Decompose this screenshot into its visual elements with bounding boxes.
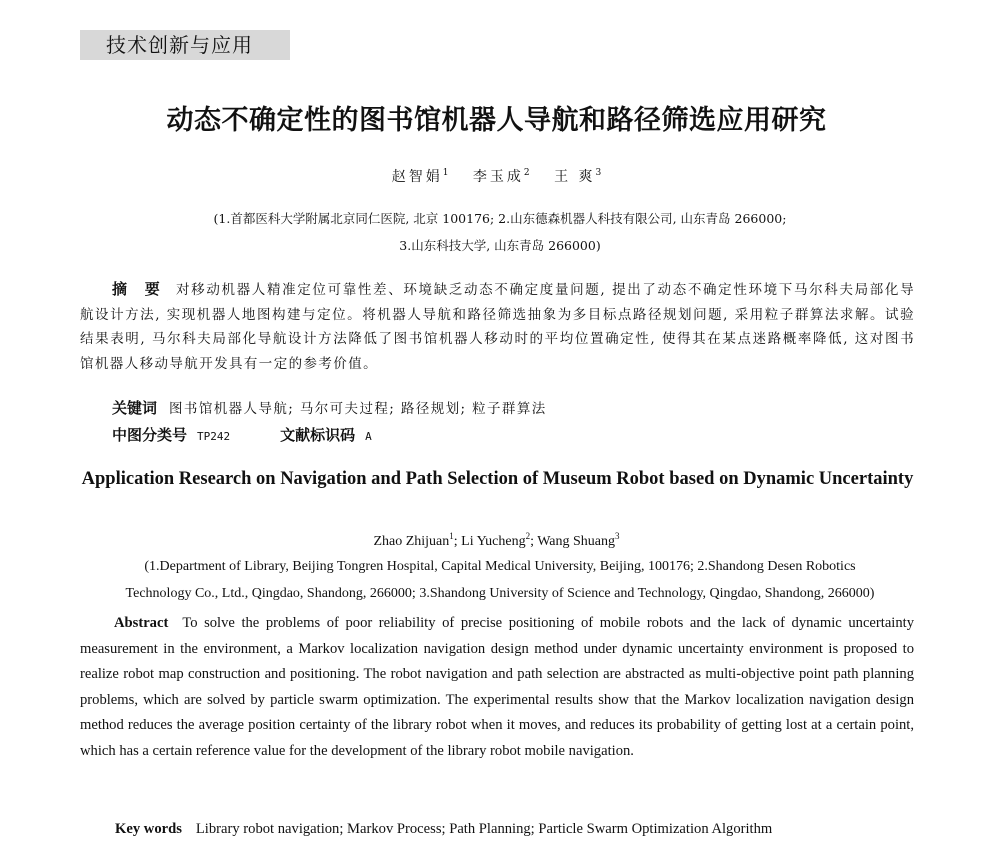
english-author: Zhao Zhijuan$^1$; (373, 531, 462, 549)
chinese-keywords-label: 关键词 (112, 399, 158, 417)
chinese-author: 王 爽$^3$ (554, 168, 602, 185)
english-keywords (115, 818, 772, 840)
english-affiliation-line: Technology Co., Ltd., Qingdao, Shandong, 266000; 3.Shandong University of Science and Technology, Qingdao, Shandong, 266000) (125, 586, 875, 601)
doc-code-label: 文献标识码 (280, 426, 356, 444)
chinese-author: 李玉成$^2$ (472, 168, 530, 185)
english-keywords-text: Library robot navigation; Markov Process; Path Planning; Particle Swarm Optimization Algorithm (195, 821, 773, 837)
chinese-affiliation-line: 3.山东科技大学, 山东青岛 266000) (399, 238, 601, 253)
chinese-affiliations (100, 205, 900, 259)
chinese-authors (0, 163, 993, 187)
english-abstract-label: Abstract (114, 615, 169, 631)
english-author: Li Yucheng$^2$; (461, 531, 538, 549)
chinese-affiliation-line: (1.首都医科大学附属北京同仁医院, 北京 100176; 2.山东德森机器人科技有限公司, 山东青岛 266000; (213, 211, 787, 226)
english-title: Application Research on Navigation and Path Selection of Museum Robot based on Dynamic Uncertainty (81, 469, 914, 489)
english-affiliations (85, 553, 915, 607)
doc-code-value: A (365, 430, 372, 443)
english-author: Wang Shuang$^3$ (537, 531, 620, 549)
classification-label: 中图分类号 (112, 426, 188, 444)
english-affiliation-line: (1.Department of Library, Beijing Tongren Hospital, Capital Medical University, Beijing, 100176; 2.Shandong Desen Robotics (144, 559, 856, 574)
english-authors (0, 526, 993, 552)
english-abstract-text: To solve the problems of poor reliability of precise positioning of mobile robots and the lack of dynamic uncertainty measurement in the environment, a Markov localization navigation design method under dynamic uncertainty environment is proposed to realize robot map construction and positioning. The robot navigation and path selection are abstracted as multi-objective point path planning problems, which are solved by particle swarm optimization. The experimental results show that the Markov localization navigation design method reduces the average position certainty of the library robot when it moves, and reduces its probability of getting lost at a certain point, which has a certain reference value for the development of the library robot mobile navigation. (80, 615, 914, 759)
chinese-abstract (80, 277, 915, 376)
chinese-author: 赵智娟$^1$ (391, 168, 449, 185)
english-keywords-label: Key words (115, 821, 182, 837)
classification-row (112, 423, 372, 449)
chinese-abstract-label: 摘 要 (112, 280, 166, 298)
english-abstract (80, 611, 914, 765)
section-banner: 技术创新与应用 (80, 30, 290, 60)
chinese-abstract-text: 对移动机器人精准定位可靠性差、环境缺乏动态不确定度量问题, 提出了动态不确定性环境下马尔科夫局部化导航设计方法, 实现机器人地图构建与定位。将机器人导航和路径筛选抽象为多目标点路径规划问题, 采用粒子群算法求解。试验结果表明, 马尔科夫局部化导航设计方法降低了图书馆机器人移动时的平均位置确定性, 使得其在某点迷路概率降低, 这对图书馆机器人移动导航开发具有一定的参考价值。 (80, 282, 915, 372)
chinese-title: 动态不确定性的图书馆机器人导航和路径筛选应用研究 (166, 105, 827, 136)
chinese-keywords-text: 图书馆机器人导航; 马尔可夫过程; 路径规划; 粒子群算法 (169, 401, 547, 417)
chinese-keywords (112, 396, 547, 421)
classification-value: TP242 (197, 430, 231, 443)
